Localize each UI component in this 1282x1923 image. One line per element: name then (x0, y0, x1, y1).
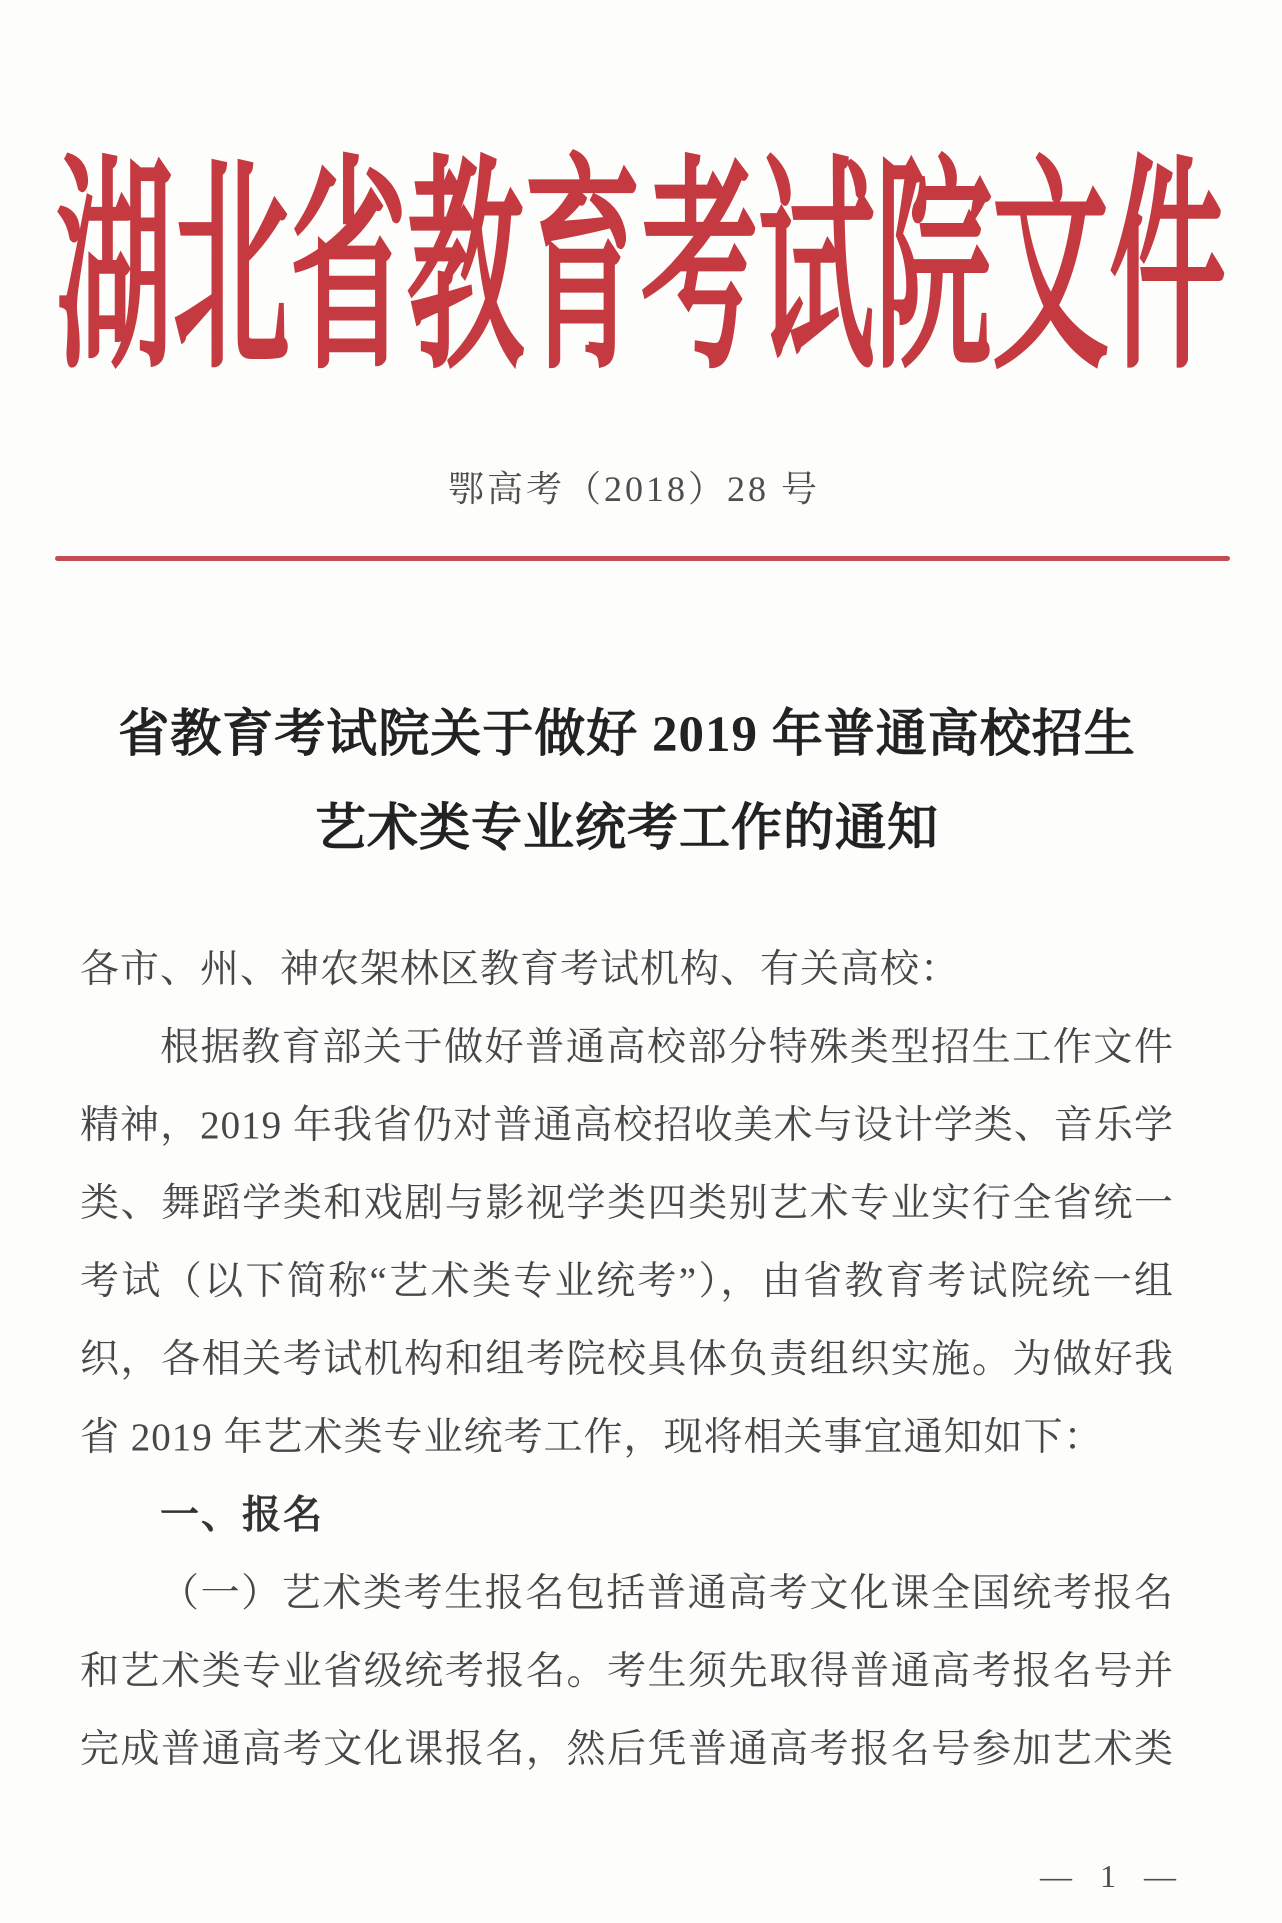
paragraph2-line-3: 完成普通高考文化课报名，然后凭普通高考报名号参加艺术类 (80, 1728, 1174, 1771)
section-1-heading: 一、报名 (160, 1494, 325, 1537)
paragraph1-line-4: 考试（以下简称“艺术类专业统考”），由省教育考试院统一组 (80, 1260, 1174, 1303)
letterhead-banner (0, 145, 1282, 397)
salutation-line: 各市、州、神农架林区教育考试机构、有关高校： (80, 948, 961, 991)
paragraph1-line-1: 根据教育部关于做好普通高校部分特殊类型招生工作文件 (160, 1026, 1174, 1069)
document-title-line1: 省教育考试院关于做好 2019 年普通高校招生 (118, 707, 1136, 763)
letterhead-text: 湖北省教育考试院文件 (55, 145, 1226, 397)
paragraph1-line-6: 省 2019 年艺术类专业统考工作，现将相关事宜通知如下： (80, 1416, 1104, 1459)
paragraph1-line-3: 类、舞蹈学类和戏剧与影视学类四类别艺术专业实行全省统一 (80, 1182, 1174, 1225)
document-body (80, 931, 1174, 1789)
paragraph1-line-2: 精神，2019 年我省仍对普通高校招收美术与设计学类、音乐学 (80, 1104, 1174, 1147)
document-number: 鄂高考（2018）28 号 (447, 469, 820, 509)
paragraph2-line-1: （一）艺术类考生报名包括普通高考文化课全国统考报名 (160, 1572, 1174, 1615)
red-divider-line (55, 556, 1230, 561)
document-title (80, 688, 1174, 876)
document-title-line2: 艺术类专业统考工作的通知 (314, 801, 939, 857)
paragraph2-line-2: 和艺术类专业省级统考报名。考生须先取得普通高考报名号并 (80, 1650, 1174, 1693)
paragraph1-line-5: 织，各相关考试机构和组考院校具体负责组织实施。为做好我 (80, 1338, 1174, 1381)
page-number: — 1 — (1040, 1858, 1186, 1894)
